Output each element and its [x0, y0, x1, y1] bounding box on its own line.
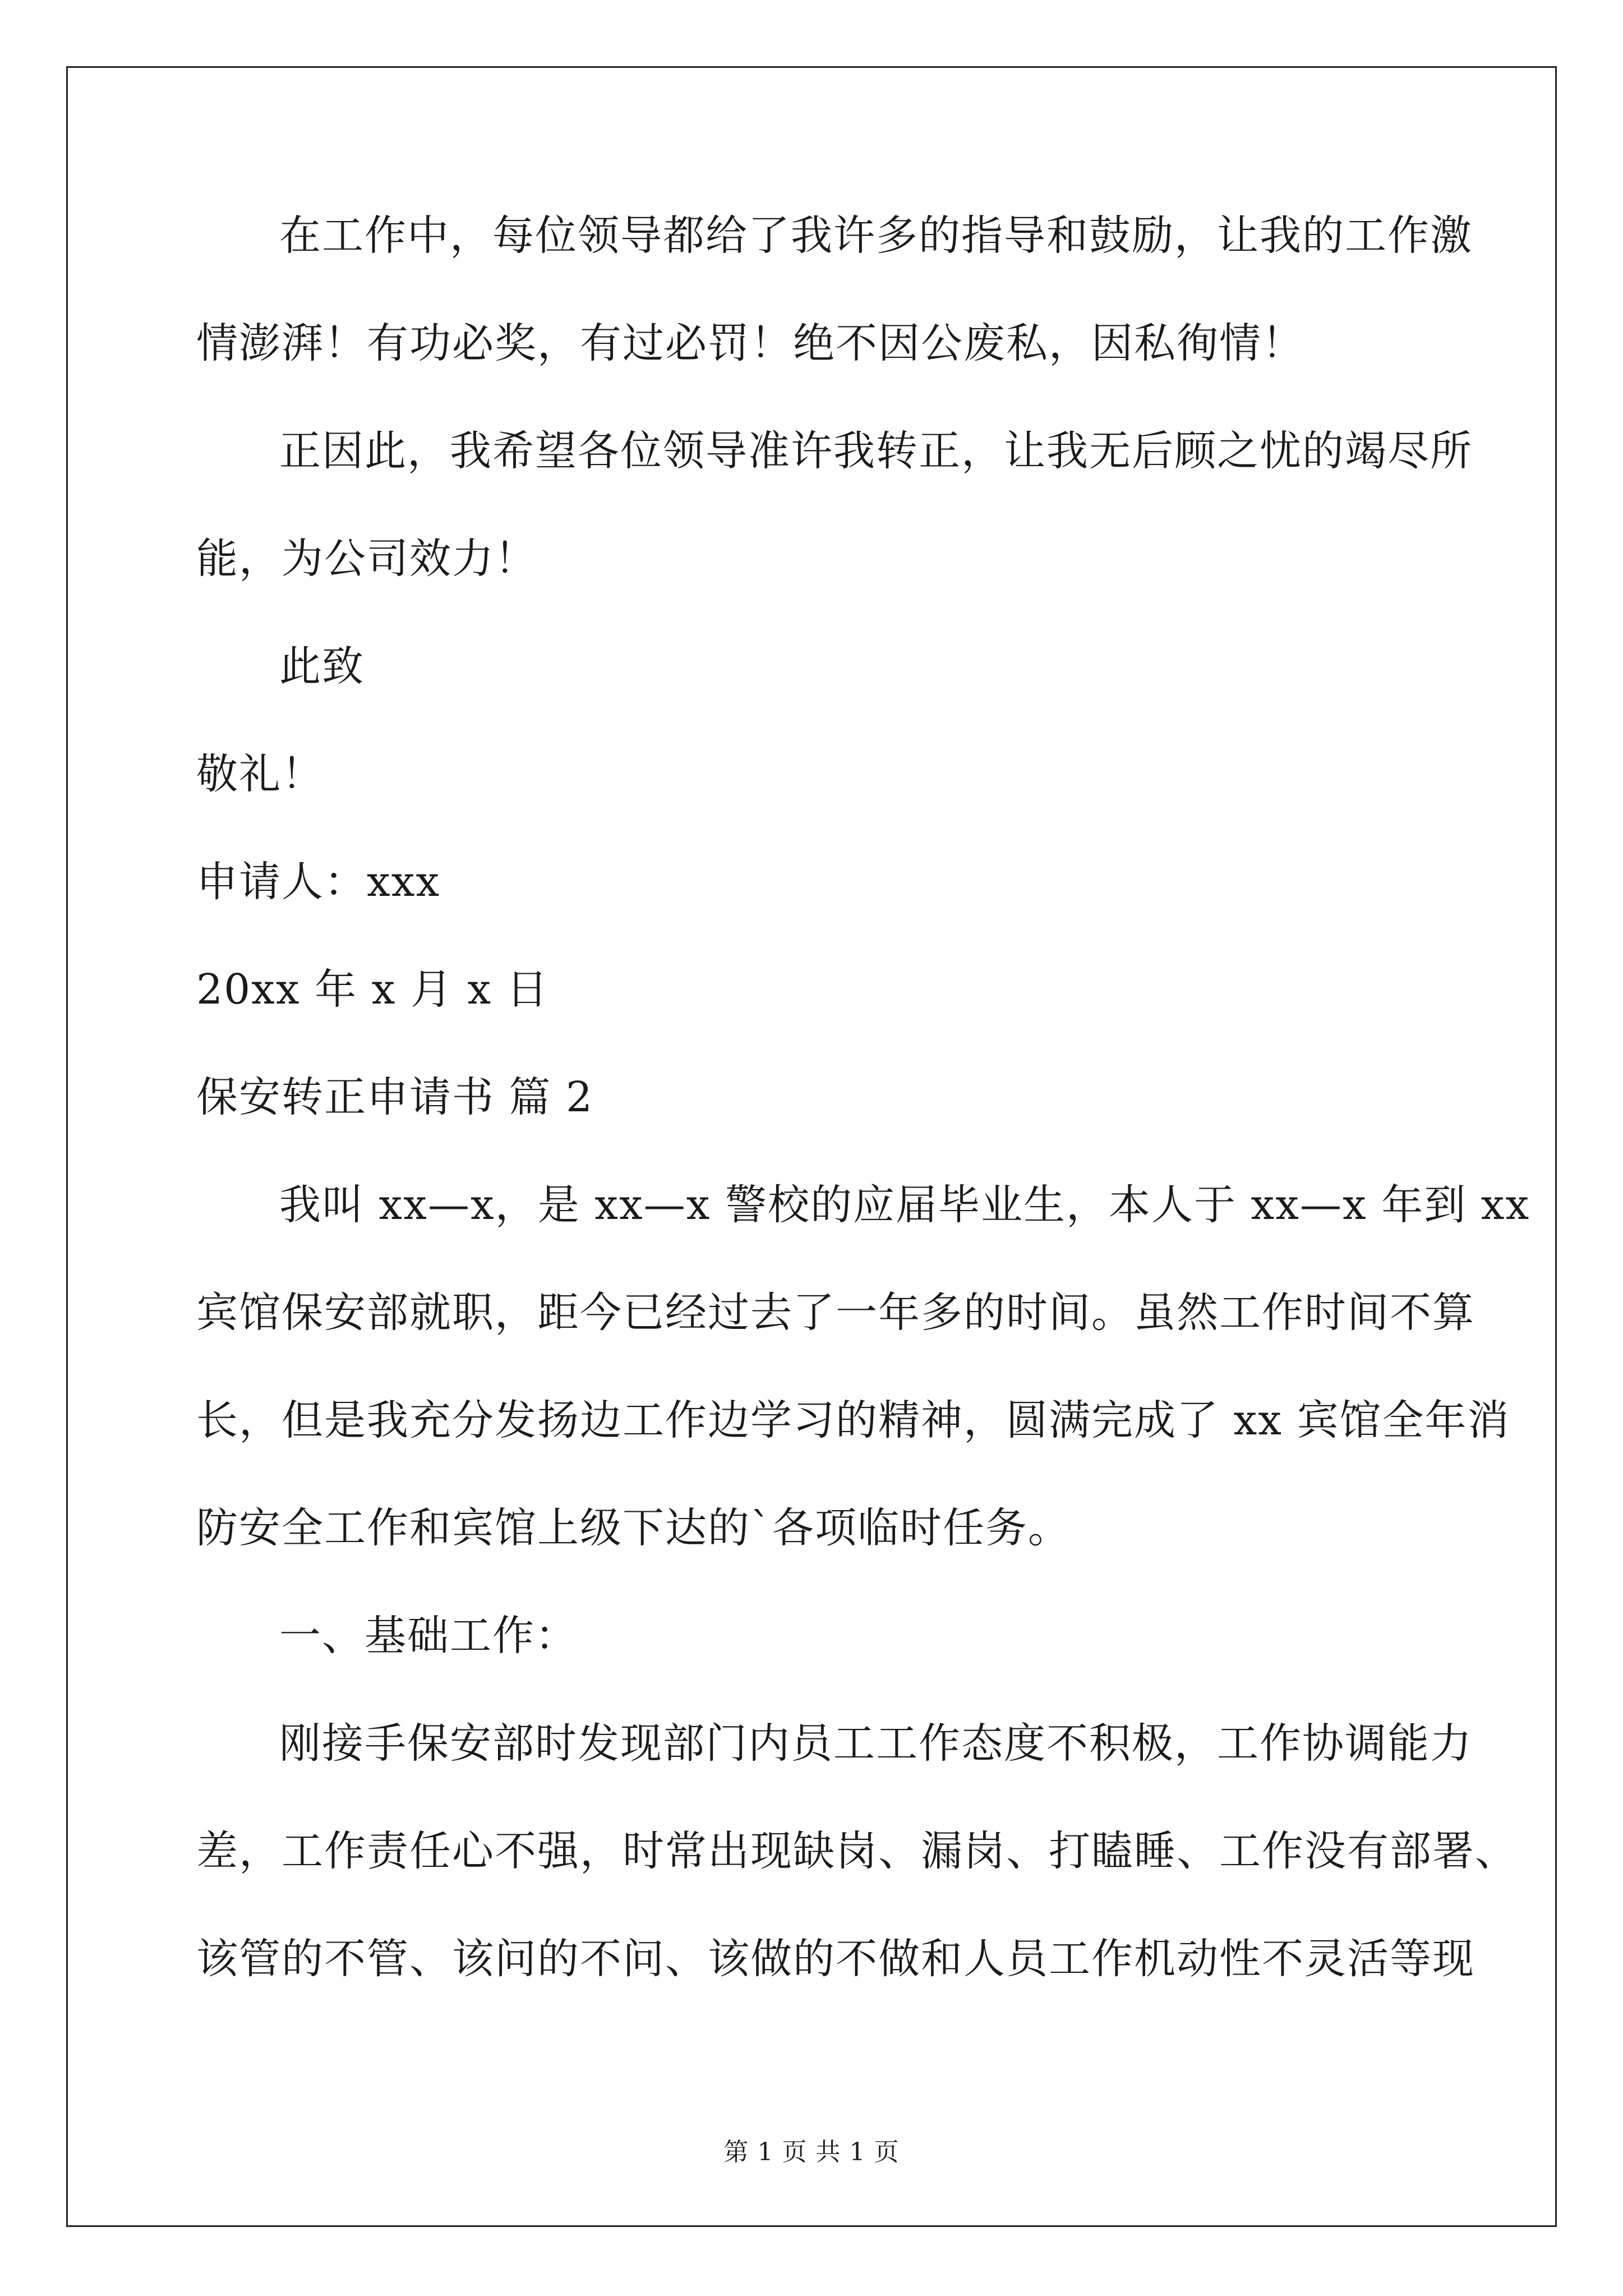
- paragraph-line: 情澎湃！有功必奖，有过必罚！绝不因公废私，因私徇情！: [196, 319, 1304, 367]
- date-line: 20xx 年 x 月 x 日: [196, 965, 549, 1014]
- paragraph-line: 防安全工作和宾馆上级下达的`各项临时任务。: [196, 1504, 1071, 1552]
- paragraph-line: 该管的不管、该问的不问、该做的不做和人员工作机动性不灵活等现: [196, 1935, 1475, 1983]
- paragraph-line: 正因此，我希望各位领导准许我转正，让我无后顾之忧的竭尽所: [279, 427, 1473, 475]
- paragraph-line: 差，工作责任心不强，时常出现缺岗、漏岗、打瞌睡、工作没有部署、: [196, 1827, 1518, 1875]
- salutation-line: 敬礼！: [196, 750, 324, 798]
- paragraph-line: 能，为公司效力！: [196, 535, 537, 583]
- section-heading: 保安转正申请书 篇 2: [196, 1073, 594, 1121]
- page-footer: 第 1 页 共 1 页: [723, 2138, 900, 2166]
- paragraph-line: 我叫 xx—x，是 xx—x 警校的应届毕业生，本人于 xx—x 年到 xx: [279, 1181, 1530, 1229]
- paragraph-line: 在工作中，每位领导都给了我许多的指导和鼓励，让我的工作激: [279, 211, 1473, 260]
- paragraph-line: 刚接手保安部时发现部门内员工工作态度不积极，工作协调能力: [279, 1719, 1473, 1768]
- salutation-line: 此致: [279, 642, 365, 691]
- applicant-line: 申请人：xxx: [196, 858, 441, 906]
- document-body: [196, 208, 1530, 2039]
- paragraph-line: 长，但是我充分发扬边工作边学习的精神，圆满完成了 xx 宾馆全年消: [196, 1396, 1510, 1444]
- subheading-line: 一、基础工作：: [279, 1612, 578, 1660]
- paragraph-line: 宾馆保安部就职，距今已经过去了一年多的时间。虽然工作时间不算: [196, 1289, 1475, 1337]
